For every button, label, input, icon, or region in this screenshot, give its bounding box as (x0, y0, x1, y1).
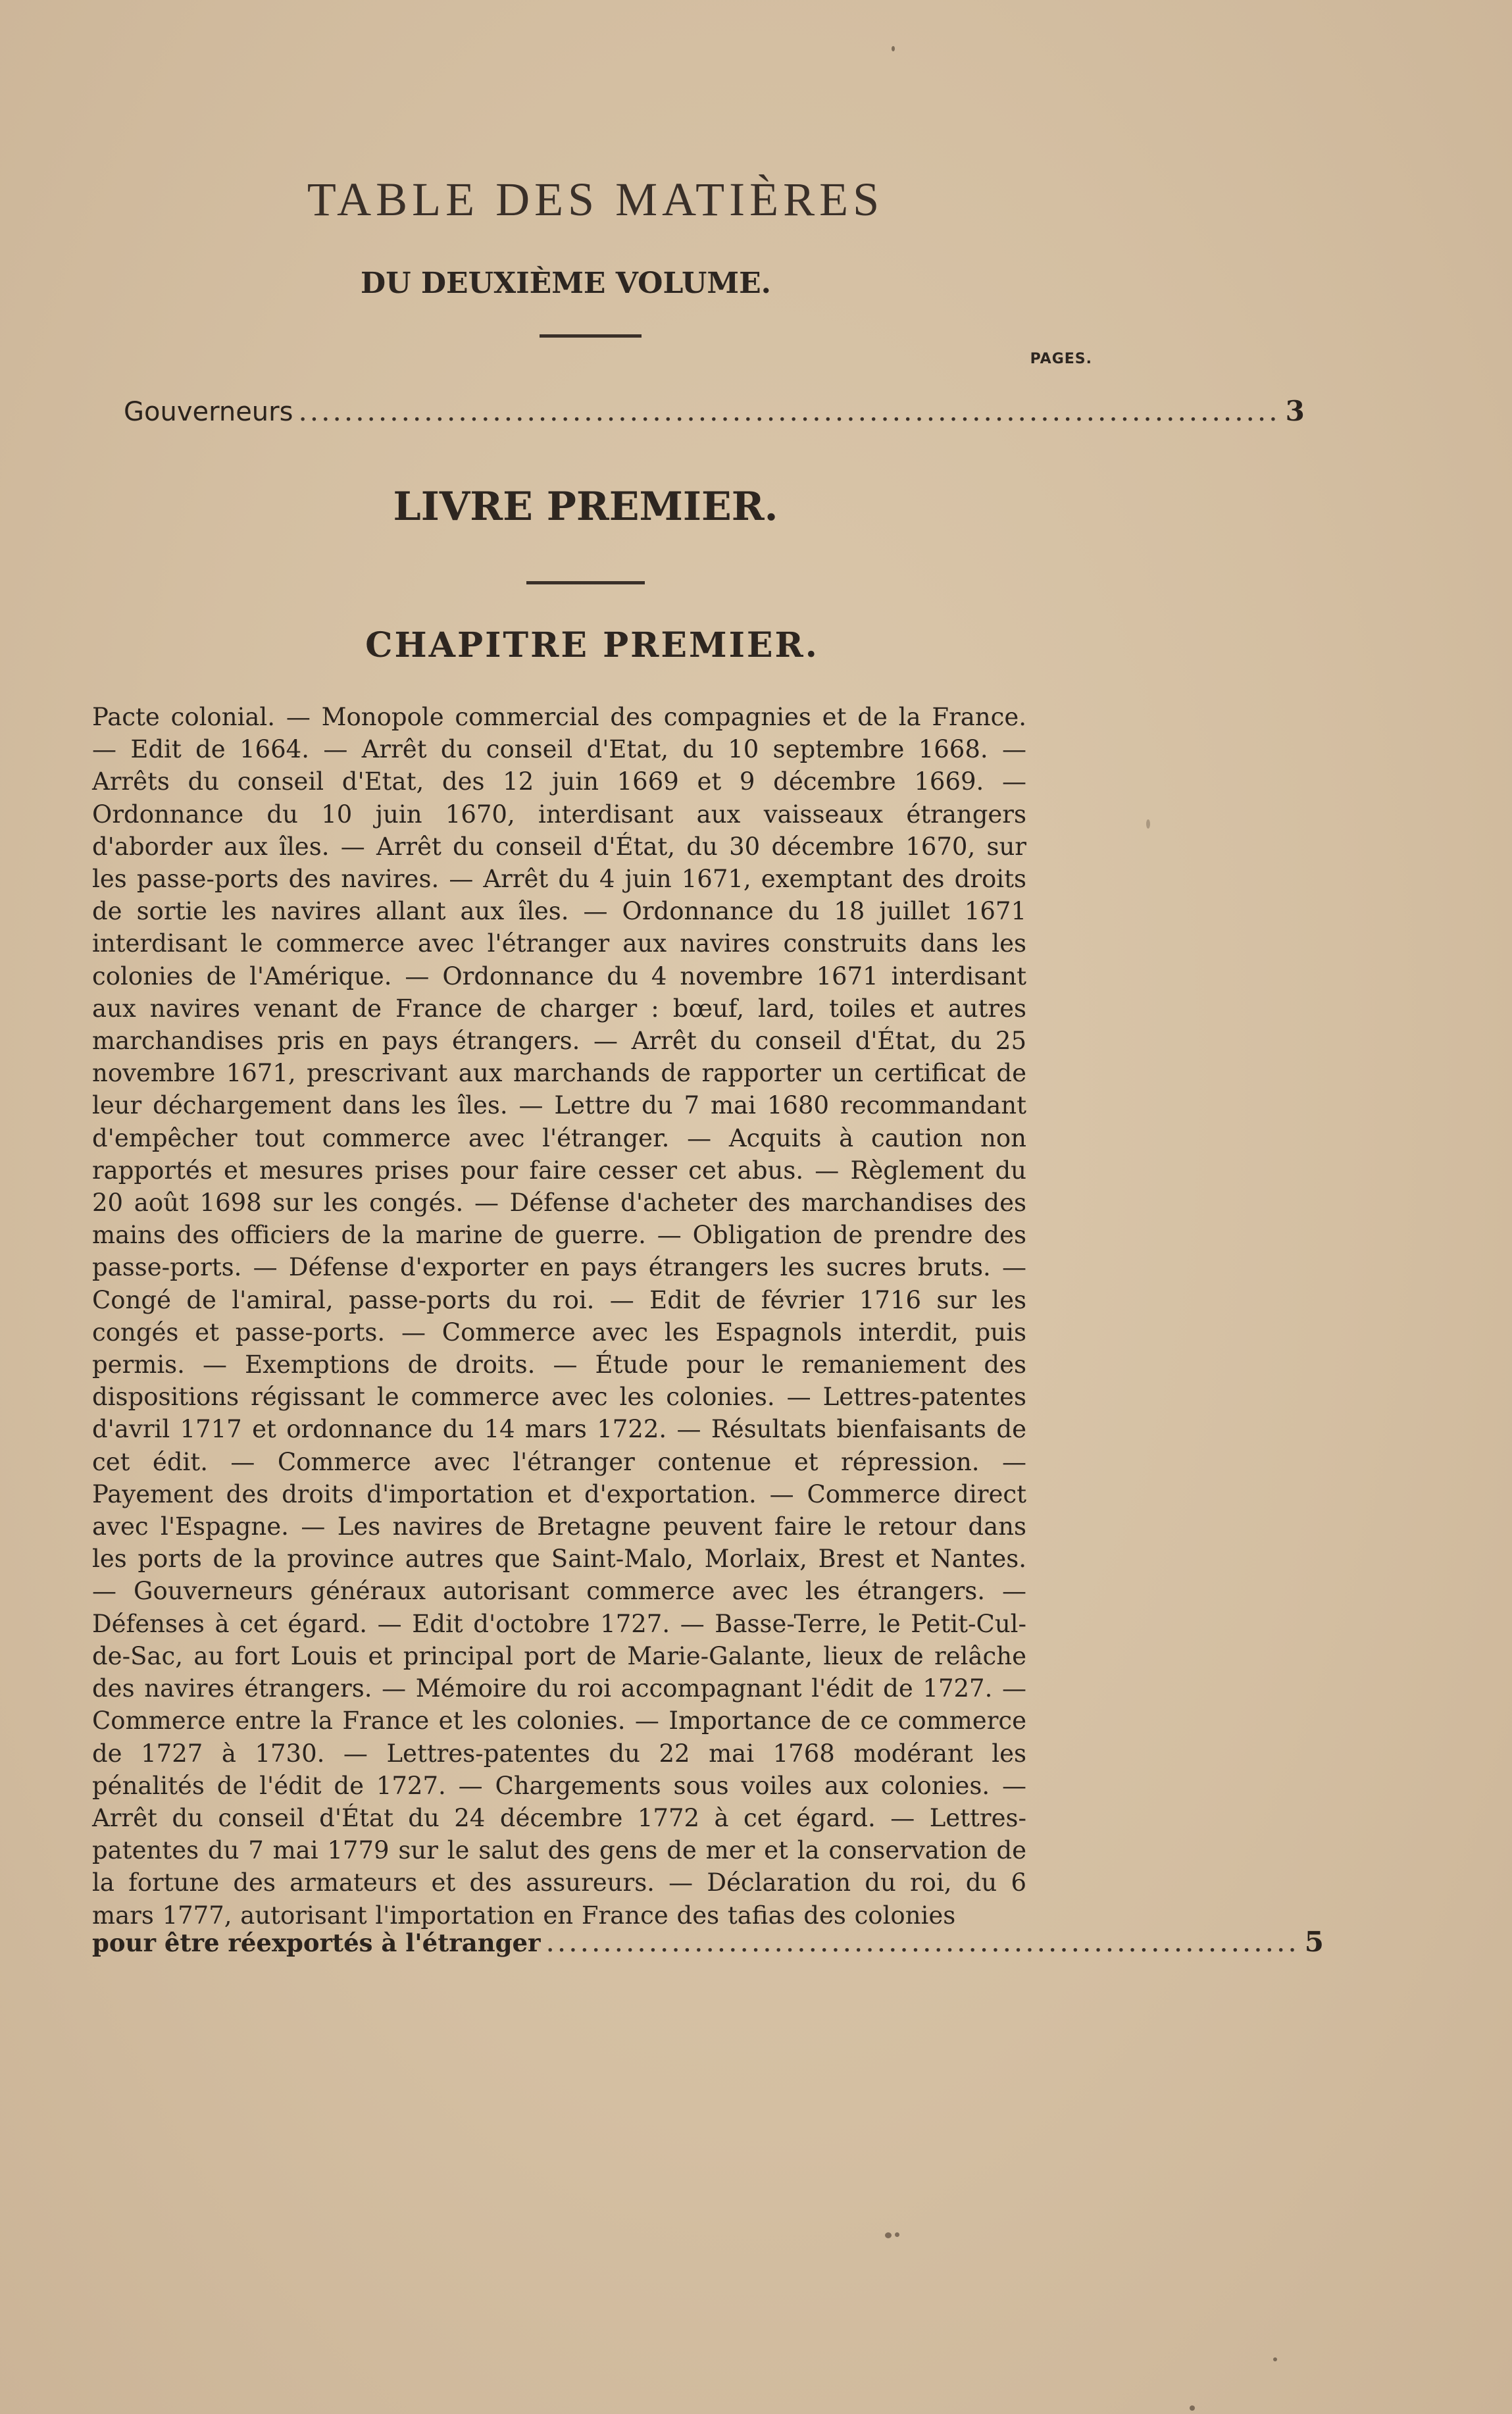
toc-entry-label: Gouverneurs (124, 397, 293, 427)
paper-speck (1190, 2405, 1195, 2411)
chapter-summary: Pacte colonial. — Monopole commercial des compagnies et de la France. — Edit de 1664. — Arrêt du conseil d'Etat, du 10 septembre 1668. — Arrêts du conseil d'Etat, des 12 juin 1669 et 9 décembre 1669. — Ordonnance du 10 juin 1670, interdisant aux vaisseaux étrangers d'aborder aux îles. — Arrêt du conseil d'État, du 30 décembre 1670, sur les passe-ports des navires. — Arrêt du 4 juin 1671, exemptant des droits de sortie les navires allant aux îles. — Ordonnance du 18 juillet 1671 interdisant le commerce avec l'étranger aux navires construits dans les colonies de l'Amérique. — Ordonnance du 4 novembre 1671 interdisant aux navires venant de France de charger : bœuf, lard, toiles et autres marchandises pris en pays étrangers. — Arrêt du conseil d'État, du 25 novembre 1671, prescrivant aux marchands de rapporter un certificat de leur déchargement dans les îles. — Lettre du 7 mai 1680 recommandant d'empêcher tout commerce avec l'étranger. — Acquits à caution non rapportés et mesures prises pour faire cesser cet abus. — Règlement du 20 août 1698 sur les congés. — Défense d'acheter des marchandises des mains des officiers de la marine de guerre. — Obligation de prendre des passe-ports. — Défense d'exporter en pays étrangers les sucres bruts. — Congé de l'amiral, passe-ports du roi. — Edit de février 1716 sur les congés et passe-ports. — Commerce avec les Espagnols interdit, puis permis. — Exemptions de droits. — Étude pour le remaniement des dispositions régissant le commerce avec les colonies. — Lettres-patentes d'avril 1717 et ordonnance du 14 mars 1722. — Résultats bienfaisants de cet édit. — Commerce avec l'étranger contenue et répression. — Payement des droits d'importation et d'exportation. — Commerce direct avec l'Espagne. — Les navires de Bretagne peuvent faire le retour dans les ports de la province autres que Saint-Malo, Morlaix, Brest et Nantes. — Gouverneurs généraux autorisant commerce avec les étrangers. — Défenses à cet égard. — Edit d'octobre 1727. — Basse-Terre, le Petit-Cul-de-Sac, au fort Louis et principal port de Marie-Galante, lieux de relâche des navires étrangers. — Mémoire du roi accompagnant l'édit de 1727. — Commerce entre la France et les colonies. — Importance de ce commerce de 1727 à 1730. — Lettres-patentes du 22 mai 1768 modérant les pénalités de l'édit de 1727. — Chargements sous voiles aux colonies. — Arrêt du conseil d'État du 24 décembre 1772 à cet égard. — Lettres-patentes du 7 mai 1779 sur le salut des gens de mer et la conservation de la fortune des armateurs et des assureurs. — Déclaration du roi, du 6 mars 1777, autorisant l'importation en France des tafias des colonies (92, 703, 1026, 1930)
paper-speck (1273, 2357, 1277, 2361)
toc-entry-label: pour être réexportés à l'étranger (92, 1928, 541, 1957)
toc-entry-gouverneurs (124, 395, 1305, 427)
book-heading: LIVRE PREMIER. (393, 484, 778, 530)
paper-speck (885, 2232, 892, 2238)
dot-leader: .................................................................. (545, 1926, 1299, 1958)
toc-entry-chapter-end (92, 1926, 1324, 1958)
toc-page-number: 3 (1285, 395, 1305, 427)
divider-rule (540, 334, 642, 338)
page-subtitle: DU DEUXIÈME VOLUME. (361, 267, 771, 300)
paper-speck (895, 2232, 899, 2237)
paper-speck (1146, 819, 1150, 829)
pages-column-label: PAGES. (1030, 351, 1092, 367)
page-title: TABLE DES MATIÈRES (307, 173, 884, 226)
divider-rule (526, 581, 645, 584)
paper-speck (892, 46, 895, 51)
chapter-heading: CHAPITRE PREMIER. (365, 625, 819, 665)
dot-leader: ...................................................................................... (298, 395, 1280, 427)
toc-page-number: 5 (1304, 1926, 1324, 1958)
